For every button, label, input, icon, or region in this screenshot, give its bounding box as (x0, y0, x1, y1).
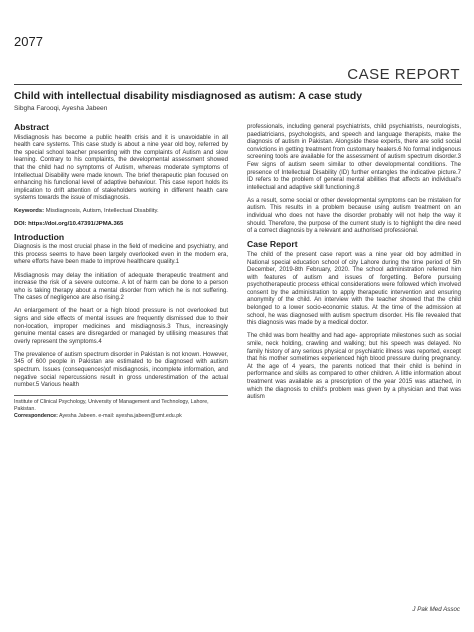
case-report-heading: Case Report (247, 239, 298, 250)
case-paragraph-2: The child was born healthy and had age- appropriate milestones such as social smile, neck holding, crawling and walking; but his speech was delayed. No family history of any serious physical or psychiatric illness was reported, except that his mother sometimes experienced high blood pressure during pregnancy. At the age of 4 years, the parents noticed that their child is behind in performance and skills as compared to other children. A little information about treatment was available as a prescription of the year 2015 was attached, in which the diagnosis to child's problem was given by a physician and that was autism (247, 333, 461, 401)
right-paragraph-1: professionals, including general psychiatrists, child psychiatrists, neurologists, paediatricians, psychologists, and speech and language therapists, make the diagnosis of autism in Pakistan. Alongside these experts, there are solid social convictions in getting treatment from customary healers.6 No formal indigenous screening tools are available for the assessment of autism spectrum disorder.3 Few signs of autism seem similar to other developmental conditions. The presence of Intellectual Disability (ID) further entangles the indicative picture.7 ID refers to the problem of general mental abilities that affects an individual's intellectual and adaptive skill functioning.8 (247, 124, 461, 191)
left-column (14, 120, 228, 419)
case-paragraph-1: The child of the present case report was a nine year old boy admitted in National special education school of city Lahore during the time period of 5th December, 2019-8th February, 2020. The school administration referred him with features of autism and issues of forgetting. Before pursuing psychotherapeutic process ethical considerations were followed which involved consent by the administration to apply therapeutic intervention and ensuring anonymity of the child. An interview with the teacher showed that the child belonged to a lower socio-economic status. At the time of the admission at school, he was diagnosed with autism spectrum disorder. His file revealed that this diagnosis was made by a medical doctor. (247, 251, 461, 327)
doi-link[interactable]: DOI: https://doi.org/10.47391/JPMA.365 (14, 221, 124, 228)
correspondence (14, 413, 228, 420)
journal-name: J Pak Med Assoc (412, 606, 460, 613)
intro-paragraph-2: Misdiagnosis may delay the initiation of adequate therapeutic treatment and increase the risk of a severe outcome. A lot of harm can be done to a person who is taking therapy about a mental disorder from which he is not suffering. The cases of negligence are also rising.2 (14, 272, 228, 302)
header-rule (14, 84, 462, 85)
abstract-heading: Abstract (14, 122, 49, 132)
keywords (14, 208, 228, 216)
intro-paragraph-4: The prevalence of autism spectrum disorder in Pakistan is not known. However, 345 of 600 people in Pakistan are estimated to be diagnosed with autism spectrum. Issues (consequences)of misdiagnosis, incomplete information, and negative social repercussions result in gross underestimation of the actual number.5 Various health (14, 351, 228, 389)
keywords-label: Keywords: (14, 208, 45, 215)
introduction-heading: Introduction (14, 231, 65, 242)
intro-paragraph-3: An enlargement of the heart or a high blood pressure is not overlooked but signs and side effects of mental issues are frequently dismissed due to their non-location, improper medicines and misdiagnosis.3 Thus, increasingly genuine mental cases are disregarded or managed by utilising measures that overly represent the symptoms.4 (14, 308, 228, 345)
doi (14, 221, 228, 229)
article-authors: Sibgha Farooqi, Ayesha Jabeen (14, 105, 108, 112)
footnote (14, 395, 228, 419)
section-label: CASE REPORT (347, 66, 460, 83)
correspondence-label: Correspondence: (14, 412, 58, 419)
correspondence-text[interactable]: Ayesha Jabeen. e-mail: ayesha.jabeen@umt.edu.pk (59, 412, 182, 419)
right-paragraph-2: As a result, some social or other developmental symptoms can be mistaken for autism. This results in a problem because using autism treatment on an individual who does not have the disorder probably will not help the way it should. Therefore, the purpose of the current study is to highlight the dire need of a correct diagnosis by a relevant and authorised professional. (247, 197, 461, 235)
abstract-text: Misdiagnosis has become a public health crisis and it is unavoidable in all health care systems. This case study is about a nine year old boy, referred by the special school teacher presenting with the complaints of Autism and slow learning. Contrary to his complaints, the developmental assessment showed that the child had no symptoms of Autism, whereas moderate symptoms of Intellectual Disability were made known. The brief therapeutic plan focused on enhancing his functional level of adaptive behaviour. This case report holds its implication to drift attention of stakeholders working in different health care systems towards the issue of misdiagnosis. (14, 134, 228, 202)
right-column (247, 124, 461, 407)
intro-paragraph-1: Diagnosis is the most crucial phase in the field of medicine and psychiatry, and this process seems to have been largely overlooked even in the modern era, where efforts have been made to improve healthcare quality.1 (14, 244, 228, 266)
keywords-text: Misdiagnosis, Autism, Intellectual Disability. (45, 208, 159, 215)
affiliation: Institute of Clinical Psychology, University of Management and Technology, Lahore, Pakistan. (14, 399, 209, 412)
page-number: 2077 (14, 34, 43, 49)
article-title: Child with intellectual disability misdiagnosed as autism: A case study (14, 91, 362, 102)
